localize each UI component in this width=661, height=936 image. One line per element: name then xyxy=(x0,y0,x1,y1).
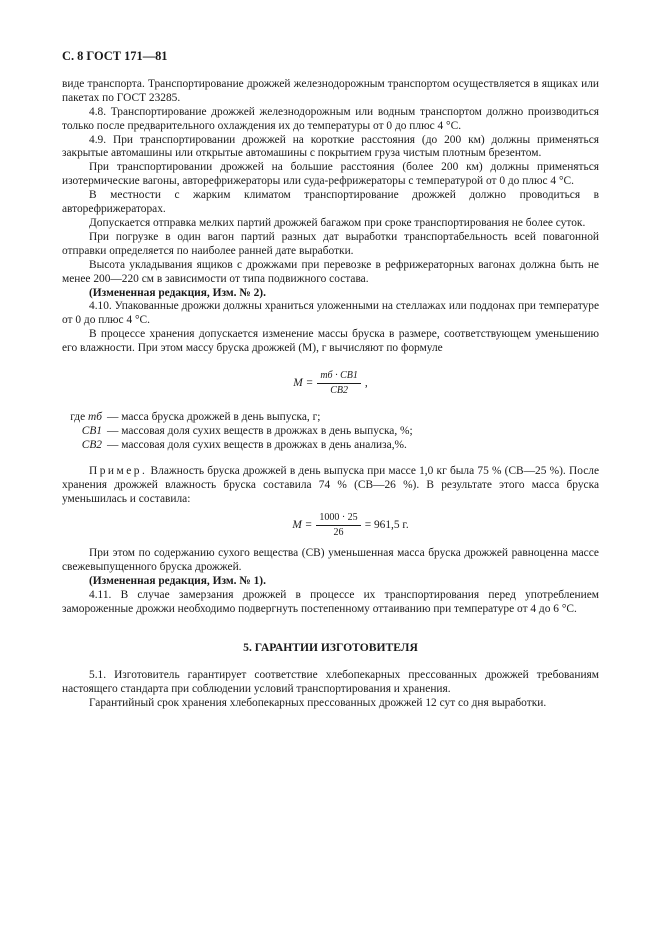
legend-desc: — массовая доля сухих веществ в дрожжах в день анализа,%. xyxy=(107,438,407,451)
example-label: Пример. xyxy=(89,464,148,477)
paragraph-loading: При погрузке в один вагон партий разных дат выработки транспортабельность всей повагонной отправки определяется по наиболее ранней дате выработки. xyxy=(62,230,599,257)
paragraph-4-11: 4.11. В случае замерзания дрожжей в процессе их транспортирования перед употреблением замороженные дрожжи необходимо подвергнуть постепенному оттаиванию при температуре от 4 до 6 °С. xyxy=(62,589,599,616)
formula-tail: , xyxy=(364,376,368,389)
paragraph-4-9: 4.9. При транспортировании дрожжей на короткие расстояния (до 200 км) должны применяться закрытые автомашины или открытые автомашины с покрытием груза чистым плотным брезентом. xyxy=(62,133,599,160)
legend-row xyxy=(62,439,599,453)
edit-note-2: (Измененная редакция, Изм. № 2). xyxy=(89,286,266,299)
formula-legend xyxy=(62,411,599,453)
example-text: Влажность бруска дрожжей в день выпуска при массе 1,0 кг была 75 % (СВ—25 %). После хранения дрожжей влажность бруска составила 74 % (СВ—26 %). В результате этого масса бруска уменьшилась и составила: xyxy=(62,464,599,505)
legend-symbol: CB2 xyxy=(81,438,102,451)
legend-symbol: где mб xyxy=(70,411,102,424)
legend-symbol: CB1 xyxy=(81,424,102,437)
example-numerator: 1000 · 25 xyxy=(316,512,360,526)
example-formula xyxy=(102,512,599,539)
paragraph-box-height: Высота укладывания ящиков с дрожжами при перевозке в рефрижераторных вагонах должна быть не менее 200—220 см в зависимости от типа подвижного состава. xyxy=(62,258,599,285)
page-header: С. 8 ГОСТ 171—81 xyxy=(62,49,168,63)
mass-formula xyxy=(62,370,599,397)
example-fraction xyxy=(316,512,360,539)
paragraph-4-10: 4.10. Упакованные дрожжи должны храниться уложенными на стеллажах или поддонах при температуре от 0 до плюс 4 °С. xyxy=(62,300,599,327)
legend-desc: — масса бруска дрожжей в день выпуска, г; xyxy=(107,411,321,424)
legend-row xyxy=(62,411,599,425)
paragraph-hot-climate: В местности с жарким климатом транспортирование дрожжей должно проводиться в авторефрижераторах. xyxy=(62,189,599,216)
paragraph-transport-kind: виде транспорта. Транспортирование дрожжей железнодорожным транспортом осуществляется в ящиках или пакетах по ГОСТ 23285. xyxy=(62,77,599,104)
paragraph-4-8: 4.8. Транспортирование дрожжей железнодорожным или водным транспортом должно производиться только после предварительного охлаждения их до температуры от 0 до плюс 4 °С. xyxy=(62,105,599,132)
example-denominator: 26 xyxy=(333,527,344,539)
paragraph-5-1: 5.1. Изготовитель гарантирует соответствие хлебопекарных прессованных дрожжей требованиям настоящего стандарта при соблюдении условий транспортирования и хранения. xyxy=(62,668,599,695)
example-formula-rhs: = 961,5 г. xyxy=(364,519,409,532)
document-page xyxy=(62,50,599,711)
example-formula-lhs: M = xyxy=(292,519,313,532)
formula-denominator: CB2 xyxy=(330,385,348,397)
edit-note-1: (Измененная редакция, Изм. № 1). xyxy=(89,575,266,588)
paragraph-warranty-term: Гарантийный срок хранения хлебопекарных прессованных дрожжей 12 сут со дня выработки. xyxy=(89,696,547,709)
legend-row xyxy=(62,425,599,439)
paragraph-dry-matter: При этом по содержанию сухого вещества (СВ) уменьшенная масса бруска дрожжей равноценна массе свежевыпущенного бруска дрожжей. xyxy=(62,547,599,574)
paragraph-long-distance: При транспортировании дрожжей на большие расстояния (более 200 км) должны применяться изотермические вагоны, авторефрижераторы или суда-рефрижераторы с температурой от 0 до плюс 4 °С. xyxy=(62,161,599,188)
formula-lhs: M = xyxy=(293,376,314,389)
formula-numerator: mб · CB1 xyxy=(317,370,361,384)
section-5-title: 5. ГАРАНТИИ ИЗГОТОВИТЕЛЯ xyxy=(243,641,418,654)
paragraph-storage-mass: В процессе хранения допускается изменение массы бруска в размере, соответствующем уменьшению его влажности. При этом массу бруска дрожжей (М), г вычисляют по формуле xyxy=(62,328,599,355)
formula-fraction xyxy=(317,370,361,397)
legend-desc: — массовая доля сухих веществ в дрожжах в день выпуска, %; xyxy=(107,424,413,437)
paragraph-small-batches: Допускается отправка мелких партий дрожжей багажом при сроке транспортирования не более суток. xyxy=(89,216,586,229)
example-paragraph xyxy=(62,465,599,507)
